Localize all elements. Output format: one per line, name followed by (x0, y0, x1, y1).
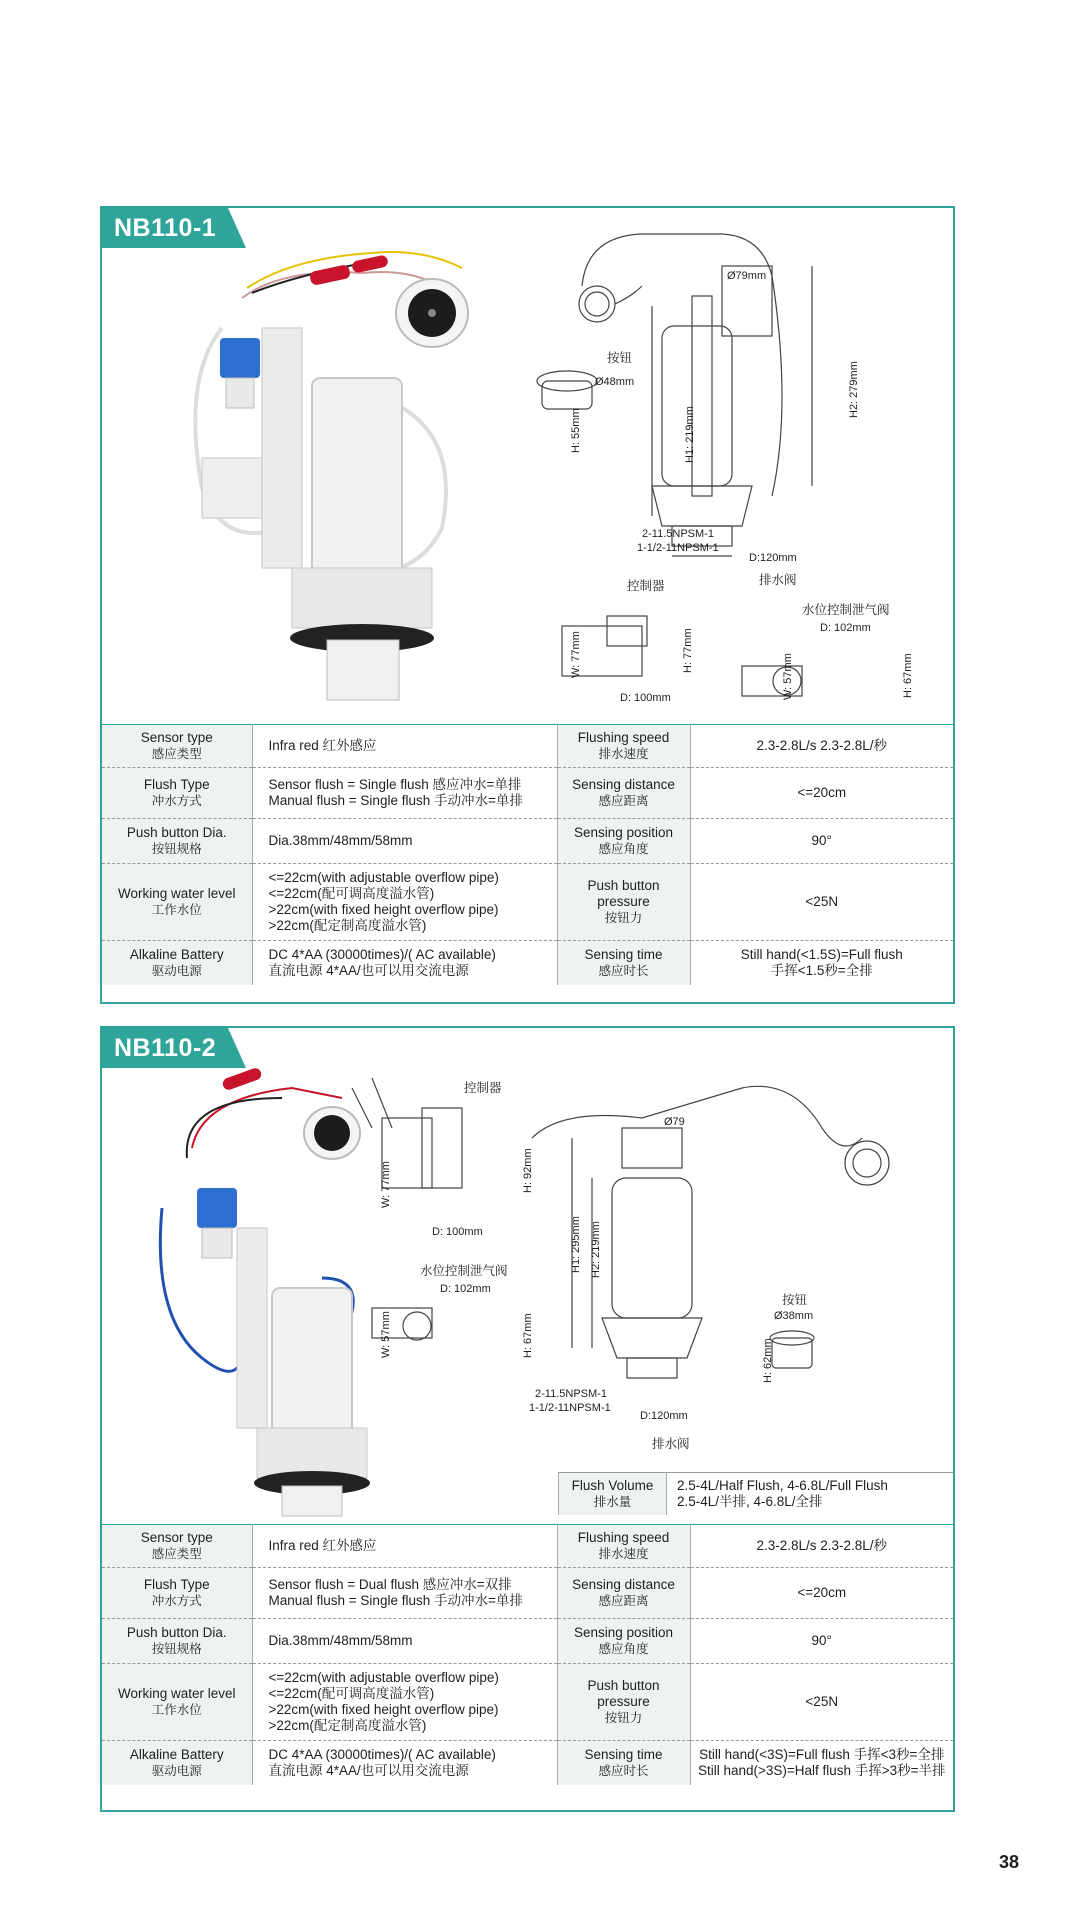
spec-table (102, 1524, 953, 1785)
table-row (102, 1619, 953, 1664)
table-row (102, 1741, 953, 1786)
spec-value: 90° (690, 819, 953, 864)
spec-key: Working water level 工作水位 (102, 864, 252, 941)
spec-value: <=22cm(with adjustable overflow pipe) <=22cm(配可调高度溢水管) >22cm(with fixed height overflow pipe) >22cm(配定制高度溢水管) (252, 864, 557, 941)
drawing-label: 按钮 (607, 350, 633, 365)
table-row (102, 1568, 953, 1619)
spec-key: Flushing speed 排水速度 (557, 1525, 690, 1568)
drawing-label: 水位控制泄气阀 (420, 1263, 508, 1278)
drawing-label: Ø48mm (595, 376, 635, 388)
table-row (102, 1525, 953, 1568)
spec-value: Infra red 红外感应 (252, 1525, 557, 1568)
spec-key: Working water level 工作水位 (102, 1664, 252, 1741)
drawing-label: 排水阀 (652, 1436, 690, 1451)
spec-key: Alkaline Battery 驱动电源 (102, 1741, 252, 1786)
spec-value: 2.3-2.8L/s 2.3-2.8L/秒 (690, 725, 953, 768)
model-tag: NB110-1 (102, 208, 228, 248)
drawing-label: 水位控制泄气阀 (802, 602, 890, 617)
spec-key: Sensing time 感应时长 (557, 941, 690, 986)
page-number: 38 (998, 1852, 1019, 1872)
spec-value: <25N (690, 1664, 953, 1741)
spec-key: Sensing time 感应时长 (557, 1741, 690, 1786)
spec-key: Flush Type 冲水方式 (102, 1568, 252, 1619)
drawing-label: H: 67mm (902, 653, 914, 698)
drawing-label: D: 100mm (432, 1226, 483, 1238)
spec-value: <=22cm(with adjustable overflow pipe) <=22cm(配可调高度溢水管) >22cm(with fixed height overflow pipe) >22cm(配定制高度溢水管) (252, 1664, 557, 1741)
drawing-label: D:120mm (640, 1410, 688, 1422)
product-photo (162, 228, 492, 728)
flush-volume-row (558, 1472, 953, 1515)
drawing-label: 控制器 (627, 578, 665, 593)
spec-key: Push button Dia. 按钮规格 (102, 819, 252, 864)
technical-drawing (342, 1068, 957, 1418)
spec-value: Dia.38mm/48mm/58mm (252, 1619, 557, 1664)
table-row (102, 864, 953, 941)
drawing-label: D: 100mm (620, 692, 671, 704)
drawing-label: W: 77mm (380, 1161, 392, 1208)
model-tag: NB110-2 (102, 1028, 228, 1068)
spec-value: Sensor flush = Single flush 感应冲水=单排 Manual flush = Single flush 手动冲水=单排 (252, 768, 557, 819)
spec-value: 2.5-4L/Half Flush, 4-6.8L/Full Flush 2.5-4L/半排, 4-6.8L/全排 (677, 1478, 888, 1509)
drawing-label: Ø79 (664, 1116, 685, 1128)
table-row (102, 941, 953, 986)
drawing-label: H2: 219mm (590, 1221, 602, 1278)
spec-value: Still hand(<3S)=Full flush 手挥<3秒=全排 Still hand(>3S)=Half flush 手挥>3秒=半排 (697, 1747, 946, 1778)
spec-value: Still hand(<1.5S)=Full flush 手挥<1.5秒=全排 (740, 947, 903, 978)
spec-table (102, 724, 953, 985)
spec-value: <=20cm (690, 1568, 953, 1619)
drawing-label: H: 67mm (522, 1313, 534, 1358)
spec-value: DC 4*AA (30000times)/( AC available) 直流电源 4*AA/也可以用交流电源 (252, 1741, 557, 1786)
drawing-label: Ø38mm (774, 1310, 814, 1322)
drawing-label: 2-11.5NPSM-1 (535, 1388, 607, 1400)
product-panel-nb110-1 (100, 206, 955, 1004)
drawing-label: H2: 279mm (848, 361, 860, 418)
spec-value: <25N (690, 864, 953, 941)
drawing-label: H: 92mm (522, 1148, 534, 1193)
table-row (102, 1664, 953, 1741)
drawing-label: H: 77mm (682, 628, 694, 673)
drawing-label: H1: 295mm (570, 1216, 582, 1273)
spec-key: Sensing distance 感应距离 (557, 768, 690, 819)
drawing-label: 排水阀 (759, 572, 797, 587)
spec-value: DC 4*AA (30000times)/( AC available) 直流电源 4*AA/也可以用交流电源 (252, 941, 557, 986)
spec-key: Sensor type 感应类型 (102, 725, 252, 768)
spec-key: Push button pressure 按钮力 (557, 1664, 690, 1741)
drawing-label: 控制器 (464, 1080, 502, 1095)
drawing-label: W: 57mm (782, 653, 794, 700)
table-row (559, 1473, 954, 1516)
spec-value: 90° (690, 1619, 953, 1664)
spec-key: Flush Type 冲水方式 (102, 768, 252, 819)
spec-key: Flushing speed 排水速度 (557, 725, 690, 768)
spec-key: Flush Volume 排水量 (559, 1473, 667, 1516)
drawing-label: H: 62mm (762, 1338, 774, 1383)
spec-value: 2.3-2.8L/s 2.3-2.8L/秒 (690, 1525, 953, 1568)
spec-value: Infra red 红外感应 (252, 725, 557, 768)
spec-key: Push button Dia. 按钮规格 (102, 1619, 252, 1664)
technical-drawing (522, 226, 952, 736)
drawing-label: 1-1/2-11NPSM-1 (529, 1402, 611, 1414)
drawing-label: Ø79mm (727, 270, 767, 282)
spec-key: Sensing position 感应角度 (557, 819, 690, 864)
table-row (102, 819, 953, 864)
spec-key: Alkaline Battery 驱动电源 (102, 941, 252, 986)
spec-key: Sensing position 感应角度 (557, 1619, 690, 1664)
spec-key: Push button pressure 按钮力 (557, 864, 690, 941)
spec-key: Sensor type 感应类型 (102, 1525, 252, 1568)
table-row (102, 725, 953, 768)
table-row (102, 768, 953, 819)
drawing-label: 2-11.5NPSM-1 (642, 528, 714, 540)
drawing-label: D: 102mm (820, 622, 871, 634)
drawing-label: H: 55mm (570, 408, 582, 453)
drawing-label: D:120mm (749, 552, 797, 564)
drawing-label: W: 77mm (570, 631, 582, 678)
spec-key: Sensing distance 感应距离 (557, 1568, 690, 1619)
drawing-label: 按钮 (782, 1292, 808, 1307)
drawing-label: D: 102mm (440, 1283, 491, 1295)
drawing-label: H1: 219mm (684, 406, 696, 463)
product-panel-nb110-2 (100, 1026, 955, 1812)
drawing-label: 1-1/2-11NPSM-1 (637, 542, 719, 554)
spec-value: Dia.38mm/48mm/58mm (252, 819, 557, 864)
spec-value: Sensor flush = Dual flush 感应冲水=双排 Manual flush = Single flush 手动冲水=单排 (252, 1568, 557, 1619)
drawing-label: W: 57mm (380, 1311, 392, 1358)
spec-value: <=20cm (690, 768, 953, 819)
